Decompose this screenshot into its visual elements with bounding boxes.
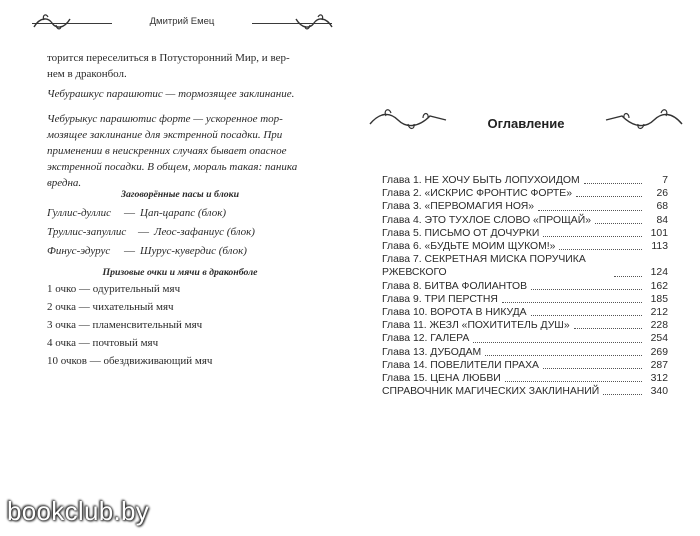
toc-entry[interactable] xyxy=(382,346,668,359)
toc-entry-page: 185 xyxy=(648,293,668,306)
toc-entry[interactable] xyxy=(382,187,668,200)
toc-entry-page: 84 xyxy=(653,214,668,227)
toc-entry-page: 101 xyxy=(648,227,668,240)
dash-separator: — xyxy=(138,226,149,238)
toc-entry[interactable] xyxy=(382,332,668,345)
dash-separator: — xyxy=(124,207,135,219)
toc-entry[interactable] xyxy=(382,385,668,398)
toc-title: Оглавление xyxy=(487,116,565,131)
toc-entry-label: Глава 8. БИТВА ФОЛИАНТОВ xyxy=(382,280,528,292)
points-row: 4 очка — почтовый мяч xyxy=(47,337,159,349)
pass-row: Финус-эдурус xyxy=(47,245,111,257)
toc-entry[interactable] xyxy=(382,280,668,293)
leader-dots xyxy=(576,196,642,197)
pass-row: Гуллис-дуллис xyxy=(47,207,111,219)
table-of-contents xyxy=(382,174,668,398)
toc-entry-page: 312 xyxy=(648,372,668,385)
toc-entry-label: Глава 12. ГАЛЕРА xyxy=(382,333,470,345)
toc-entry[interactable] xyxy=(382,293,668,306)
toc-entry[interactable] xyxy=(382,240,668,253)
leader-dots xyxy=(595,223,642,224)
pass-row: Труллис-запуллис xyxy=(47,226,127,238)
toc-entry-label: Глава 7. СЕКРЕТНАЯ МИСКА ПОРУЧИКА РЖЕВСКОГО xyxy=(382,253,610,279)
points-row: 10 очков — обездвиживающий мяч xyxy=(47,355,213,367)
toc-entry-page: 68 xyxy=(653,200,668,213)
toc-entry-page: 7 xyxy=(659,174,668,187)
points-row: 2 очка — чихательный мяч xyxy=(47,301,174,313)
toc-entry[interactable] xyxy=(382,253,668,279)
leader-dots xyxy=(603,394,642,395)
leader-dots xyxy=(559,249,642,250)
paragraph-text: Чебурыкус парашютис форте — ускоренное тор- мозящее заклинание для экстренной посадки. При применении в неискренних случаях бывает опасное экстренной посадки. В общем, мораль такая: паника вредна. xyxy=(47,113,298,189)
paragraph-text: Чебурашкус парашютис — тормозящее заклинание. xyxy=(47,88,295,100)
toc-entry[interactable] xyxy=(382,174,668,187)
toc-entry[interactable] xyxy=(382,359,668,372)
toc-entry[interactable] xyxy=(382,372,668,385)
toc-entry-page: 269 xyxy=(648,346,668,359)
toc-entry-label: Глава 9. ТРИ ПЕРСТНЯ xyxy=(382,293,498,305)
toc-entry-page: 228 xyxy=(648,319,668,332)
running-header xyxy=(32,11,332,37)
toc-entry-label: Глава 11. ЖЕЗЛ «ПОХИТИТЕЛЬ ДУШ» xyxy=(382,320,570,332)
left-page xyxy=(0,0,345,536)
toc-entry-page: 212 xyxy=(648,306,668,319)
leader-dots xyxy=(505,381,642,382)
points-row: 3 очка — пламенсвительный мяч xyxy=(47,319,203,331)
leader-dots xyxy=(531,289,642,290)
toc-entry[interactable] xyxy=(382,306,668,319)
toc-entry[interactable] xyxy=(382,319,668,332)
toc-entry-page: 340 xyxy=(648,385,668,398)
toc-entry[interactable] xyxy=(382,227,668,240)
leader-dots xyxy=(502,302,642,303)
header-author: Дмитрий Емец xyxy=(149,16,215,27)
leader-dots xyxy=(531,315,642,316)
leader-dots xyxy=(473,342,642,343)
toc-entry-label: Глава 5. ПИСЬМО ОТ ДОЧУРКИ xyxy=(382,227,540,239)
block-name: Шурус-кувердис (блок) xyxy=(140,245,247,257)
toc-entry-page: 162 xyxy=(648,280,668,293)
right-page xyxy=(352,0,700,536)
toc-entry-label: Глава 15. ЦЕНА ЛЮБВИ xyxy=(382,373,501,385)
toc-entry[interactable] xyxy=(382,200,668,213)
paragraph xyxy=(47,111,327,191)
toc-entry-page: 26 xyxy=(653,187,668,200)
toc-entry-page: 254 xyxy=(648,332,668,345)
leader-dots xyxy=(543,368,642,369)
leader-dots xyxy=(614,276,642,277)
leader-dots xyxy=(584,183,642,184)
dash-separator: — xyxy=(124,245,135,257)
section-heading: Призовые очки и мячи в драконболе xyxy=(102,267,258,278)
block-name: Цап-царапс (блок) xyxy=(140,207,227,219)
leader-dots xyxy=(538,210,642,211)
toc-entry-label: Глава 1. НЕ ХОЧУ БЫТЬ ЛОПУХОИДОМ xyxy=(382,175,580,186)
toc-entry-page: 113 xyxy=(648,240,668,253)
toc-entry-label: Глава 14. ПОВЕЛИТЕЛИ ПРАХА xyxy=(382,359,539,371)
toc-entry-label: Глава 13. ДУБОДАМ xyxy=(382,346,482,358)
block-name: Леос-зафаниус (блок) xyxy=(154,226,255,238)
paragraph xyxy=(47,86,327,102)
paragraph xyxy=(47,50,327,82)
paragraph-text: торится переселиться в Потусторонний Мир, и вер- нем в драконбол. xyxy=(47,52,290,80)
vine-ornament-icon xyxy=(604,106,684,134)
vine-ornament-icon xyxy=(32,11,72,35)
points-row: 1 очко — одурительный мяч xyxy=(47,283,181,295)
toc-entry-page: 124 xyxy=(648,266,668,279)
toc-entry-page: 287 xyxy=(648,359,668,372)
toc-entry[interactable] xyxy=(382,214,668,227)
toc-entry-label: Глава 2. «ИСКРИС ФРОНТИС ФОРТЕ» xyxy=(382,188,572,200)
watermark-text: bookclub.by xyxy=(7,496,150,526)
toc-entry-label: Глава 3. «ПЕРВОМАГИЯ НОЯ» xyxy=(382,201,534,213)
toc-entry-label: Глава 6. «БУДЬТЕ МОИМ ЩУКОМ!» xyxy=(382,241,556,253)
leader-dots xyxy=(543,236,642,237)
leader-dots xyxy=(574,328,642,329)
toc-entry-label: СПРАВОЧНИК МАГИЧЕСКИХ ЗАКЛИНАНИЙ xyxy=(382,386,600,398)
toc-entry-label: Глава 4. ЭТО ТУХЛОЕ СЛОВО «ПРОЩАЙ» xyxy=(382,214,591,226)
section-heading: Заговорённые пасы и блоки xyxy=(120,189,240,200)
toc-entry-label: Глава 10. ВОРОТА В НИКУДА xyxy=(382,307,527,319)
leader-dots xyxy=(485,355,642,356)
vine-ornament-icon xyxy=(294,11,334,35)
